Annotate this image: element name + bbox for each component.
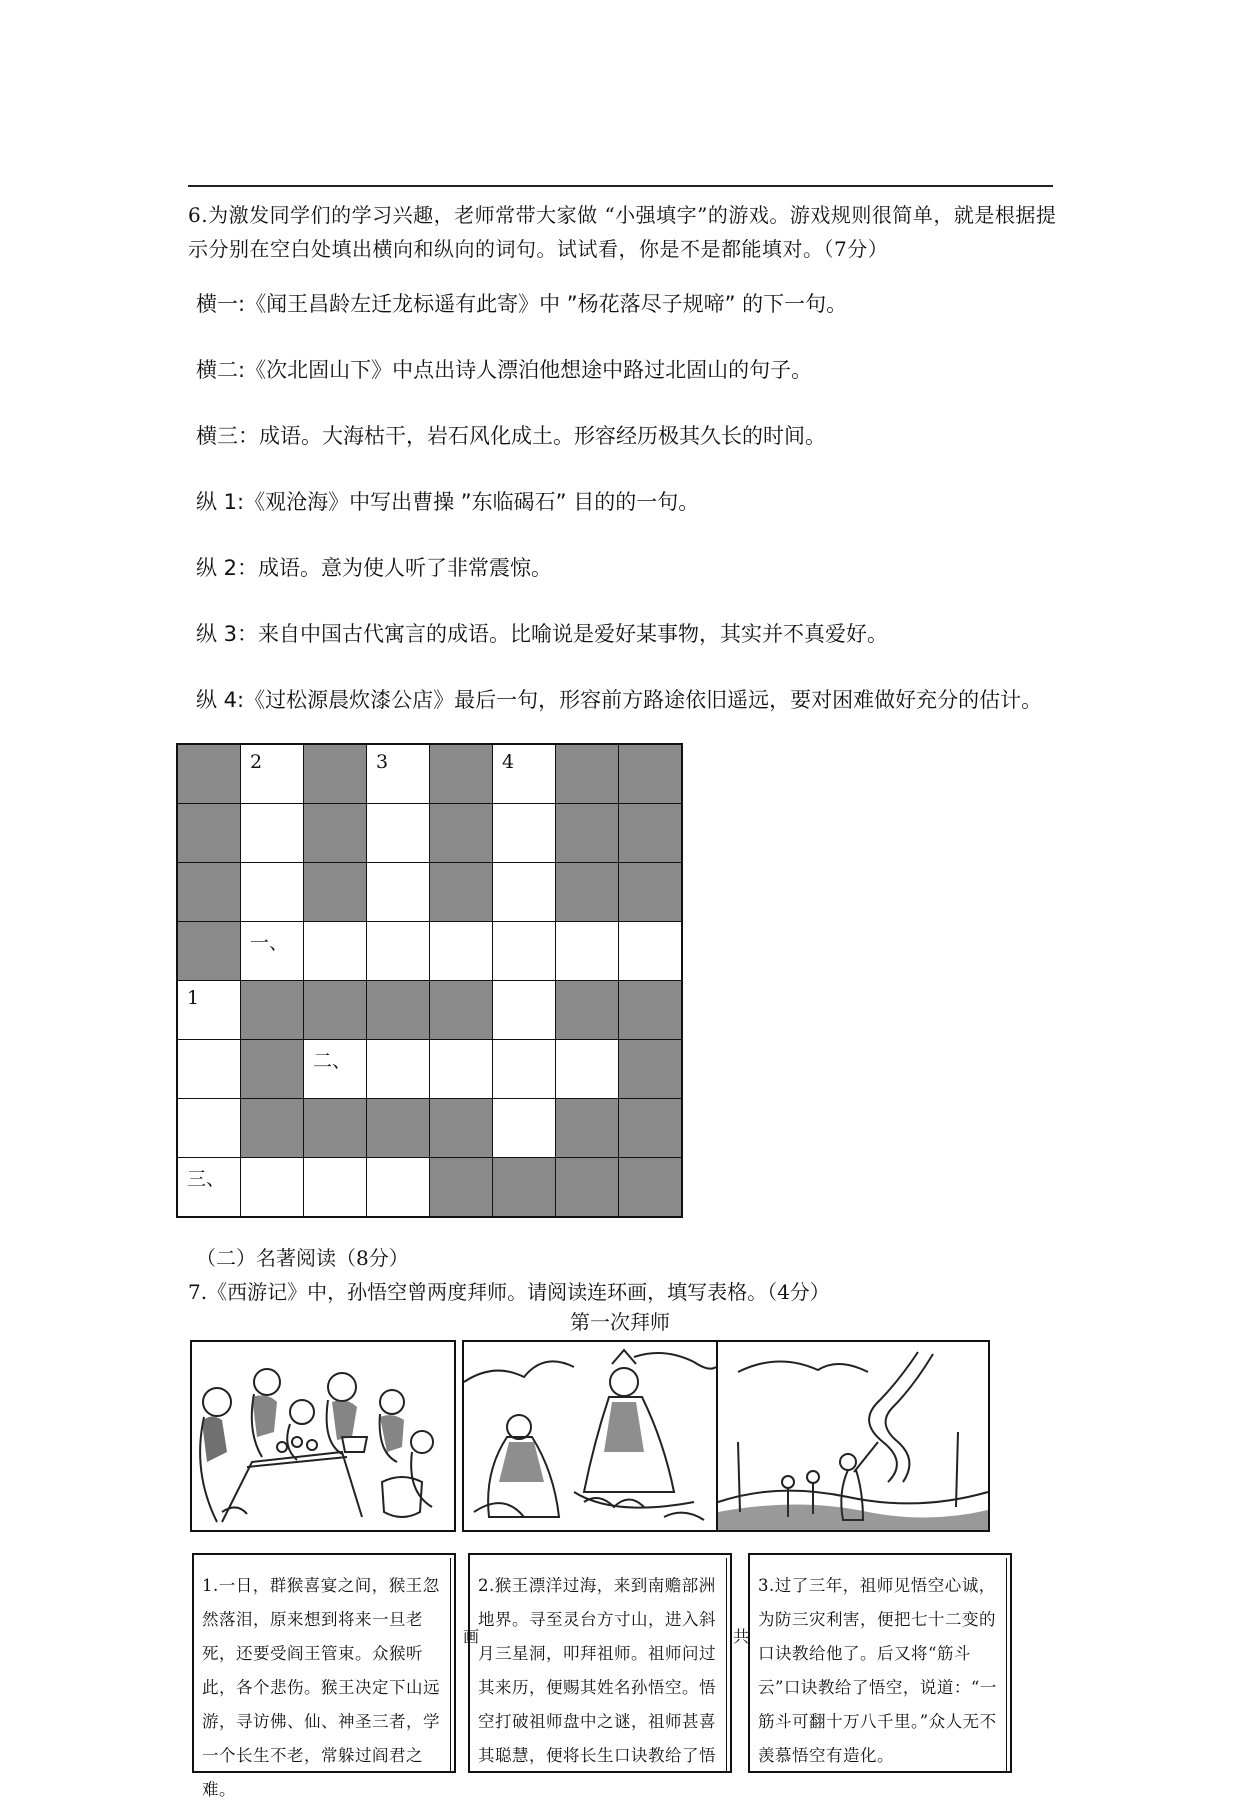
crossword-answer-cell[interactable] bbox=[556, 1040, 619, 1099]
crossword-row bbox=[177, 1099, 682, 1158]
clue-down-2: 纵 2：成语。意为使人听了非常震惊。 bbox=[196, 556, 553, 580]
crossword-blocked-cell bbox=[556, 1158, 619, 1218]
crossword-blocked-cell bbox=[304, 804, 367, 863]
crossword-row bbox=[177, 1040, 682, 1099]
crossword-blocked-cell bbox=[556, 804, 619, 863]
crossword-blocked-cell bbox=[556, 1099, 619, 1158]
crossword-answer-cell[interactable] bbox=[493, 744, 556, 804]
clue-down-1: 纵 1:《观沧海》中写出曹操 ”东临碣石” 目的的一句。 bbox=[196, 490, 700, 514]
crossword-blocked-cell bbox=[430, 804, 493, 863]
crossword-cell-label: 2 bbox=[250, 751, 263, 773]
crossword-blocked-cell bbox=[619, 863, 683, 922]
crossword-answer-cell[interactable] bbox=[493, 1040, 556, 1099]
crossword-answer-cell[interactable] bbox=[556, 922, 619, 981]
crossword-blocked-cell bbox=[430, 1158, 493, 1218]
comic-panel-somersault-cloud bbox=[716, 1340, 990, 1532]
crossword-answer-cell[interactable] bbox=[177, 1158, 241, 1218]
crossword-blocked-cell bbox=[304, 744, 367, 804]
somersault-cloud-illustration bbox=[718, 1342, 988, 1530]
crossword-answer-cell[interactable] bbox=[177, 1040, 241, 1099]
crossword-blocked-cell bbox=[619, 1040, 683, 1099]
crossword-blocked-cell bbox=[430, 1099, 493, 1158]
clue-across-2: 横二:《次北固山下》中点出诗人漂泊他想途中路过北固山的句子。 bbox=[196, 358, 813, 382]
crossword-grid bbox=[176, 743, 683, 1218]
crossword-answer-cell[interactable] bbox=[430, 922, 493, 981]
crossword-blocked-cell bbox=[556, 981, 619, 1040]
crossword-blocked-cell bbox=[430, 744, 493, 804]
crossword-answer-cell[interactable] bbox=[367, 1158, 430, 1218]
story-text-3: 3.过了三年，祖师见悟空心诚，为防三灾利害，便把七十二变的口诀教给他了。后又将“筋斗云”口诀教给了悟空，说道：“一筋斗可翻十万八千里。”众人无不羡慕悟空有造化。 bbox=[748, 1553, 1012, 1773]
crossword-row bbox=[177, 804, 682, 863]
crossword-answer-cell[interactable] bbox=[430, 1040, 493, 1099]
crossword-answer-cell[interactable] bbox=[619, 922, 683, 981]
crossword-cell-label: 3 bbox=[376, 751, 389, 773]
crossword-answer-cell[interactable] bbox=[493, 922, 556, 981]
crossword-blocked-cell bbox=[556, 744, 619, 804]
monkeys-feast-illustration bbox=[192, 1342, 454, 1530]
crossword-answer-cell[interactable] bbox=[304, 922, 367, 981]
clue-across-1: 横一:《闻王昌龄左迁龙标遥有此寄》中 ”杨花落尽子规啼” 的下一句。 bbox=[196, 292, 848, 316]
crossword-blocked-cell bbox=[177, 804, 241, 863]
crossword-blocked-cell bbox=[619, 981, 683, 1040]
crossword-blocked-cell bbox=[430, 863, 493, 922]
crossword-answer-cell[interactable] bbox=[493, 863, 556, 922]
crossword-blocked-cell bbox=[304, 863, 367, 922]
crossword-cell-label: 一、 bbox=[250, 932, 289, 954]
crossword-answer-cell[interactable] bbox=[367, 804, 430, 863]
comic-panel-monkeys-feast bbox=[190, 1340, 456, 1532]
crossword-blocked-cell bbox=[304, 1099, 367, 1158]
crossword-answer-cell[interactable] bbox=[241, 744, 304, 804]
clue-list bbox=[196, 284, 1096, 746]
question-7-text: 7.《西游记》中，孙悟空曾两度拜师。请阅读连环画，填写表格。（4分） bbox=[188, 1280, 830, 1304]
header-rule bbox=[188, 185, 1053, 187]
crossword-answer-cell[interactable] bbox=[241, 922, 304, 981]
comic-panel-kneeling-master bbox=[462, 1340, 718, 1532]
crossword-row bbox=[177, 863, 682, 922]
crossword-answer-cell[interactable] bbox=[241, 1158, 304, 1218]
crossword-row bbox=[177, 922, 682, 981]
crossword-blocked-cell bbox=[304, 981, 367, 1040]
crossword-row bbox=[177, 744, 682, 804]
crossword-answer-cell[interactable] bbox=[241, 863, 304, 922]
kneeling-master-illustration bbox=[464, 1342, 716, 1530]
crossword-answer-cell[interactable] bbox=[493, 981, 556, 1040]
story-text-2: 2.猴王漂洋过海，来到南赡部洲地界。寻至灵台方寸山，进入斜月三星洞，叩拜祖师。祖师问过其来历，便赐其姓名孙悟空。悟空打破祖师盘中之谜，祖师甚喜其聪慧，便将长生口诀教给了悟 bbox=[468, 1553, 732, 1773]
crossword-answer-cell[interactable] bbox=[304, 1158, 367, 1218]
crossword-blocked-cell bbox=[619, 1099, 683, 1158]
comic-title: 第一次拜师 bbox=[570, 1310, 670, 1334]
crossword-row bbox=[177, 1158, 682, 1218]
crossword-blocked-cell bbox=[367, 1099, 430, 1158]
crossword-blocked-cell bbox=[241, 1040, 304, 1099]
crossword-blocked-cell bbox=[430, 981, 493, 1040]
crossword-blocked-cell bbox=[241, 1099, 304, 1158]
question-6-text: 6.为激发同学们的学习兴趣，老师常带大家做 “小强填字”的游戏。游戏规则很简单，就是根据提示分别在空白处填出横向和纵向的词句。试试看，你是不是都能填对。（7分） bbox=[188, 203, 1057, 261]
crossword-blocked-cell bbox=[619, 744, 683, 804]
crossword-answer-cell[interactable] bbox=[493, 804, 556, 863]
overlap-fragment-1: 画 bbox=[463, 1627, 480, 1646]
overlap-fragment-2: 共 bbox=[733, 1627, 750, 1646]
crossword-blocked-cell bbox=[241, 981, 304, 1040]
crossword-answer-cell[interactable] bbox=[367, 922, 430, 981]
crossword-blocked-cell bbox=[177, 922, 241, 981]
crossword-cell-label: 4 bbox=[502, 751, 515, 773]
crossword-cell-label: 1 bbox=[187, 987, 200, 1009]
crossword-answer-cell[interactable] bbox=[304, 1040, 367, 1099]
crossword-cell-label: 二、 bbox=[313, 1050, 352, 1072]
clue-down-4: 纵 4:《过松源晨炊漆公店》最后一句，形容前方路途依旧遥远，要对困难做好充分的估计。 bbox=[196, 688, 1043, 712]
story-text-1: 1.一日，群猴喜宴之间，猴王忽然落泪，原来想到将来一旦老死，还要受阎王管束。众猴听此，各个悲伤。猴王决定下山远游，寻访佛、仙、神圣三者，学一个长生不老，常躲过阎君之难。 bbox=[192, 1553, 456, 1773]
crossword-answer-cell[interactable] bbox=[493, 1099, 556, 1158]
crossword-answer-cell[interactable] bbox=[367, 863, 430, 922]
crossword-answer-cell[interactable] bbox=[367, 1040, 430, 1099]
crossword-answer-cell[interactable] bbox=[241, 804, 304, 863]
crossword-answer-cell[interactable] bbox=[367, 744, 430, 804]
crossword-answer-cell[interactable] bbox=[177, 1099, 241, 1158]
crossword-blocked-cell bbox=[177, 863, 241, 922]
clue-down-3: 纵 3：来自中国古代寓言的成语。比喻说是爱好某事物，其实并不真爱好。 bbox=[196, 622, 889, 646]
section-heading: （二）名著阅读（8分） bbox=[196, 1246, 409, 1270]
crossword-blocked-cell bbox=[556, 863, 619, 922]
crossword-blocked-cell bbox=[367, 981, 430, 1040]
crossword-blocked-cell bbox=[619, 804, 683, 863]
clue-across-3: 横三：成语。大海枯干，岩石风化成土。形容经历极其久长的时间。 bbox=[196, 424, 826, 448]
crossword-answer-cell[interactable] bbox=[177, 981, 241, 1040]
crossword-cell-label: 三、 bbox=[187, 1168, 226, 1190]
crossword-blocked-cell bbox=[493, 1158, 556, 1218]
crossword-row bbox=[177, 981, 682, 1040]
crossword-blocked-cell bbox=[177, 744, 241, 804]
crossword-blocked-cell bbox=[619, 1158, 683, 1218]
